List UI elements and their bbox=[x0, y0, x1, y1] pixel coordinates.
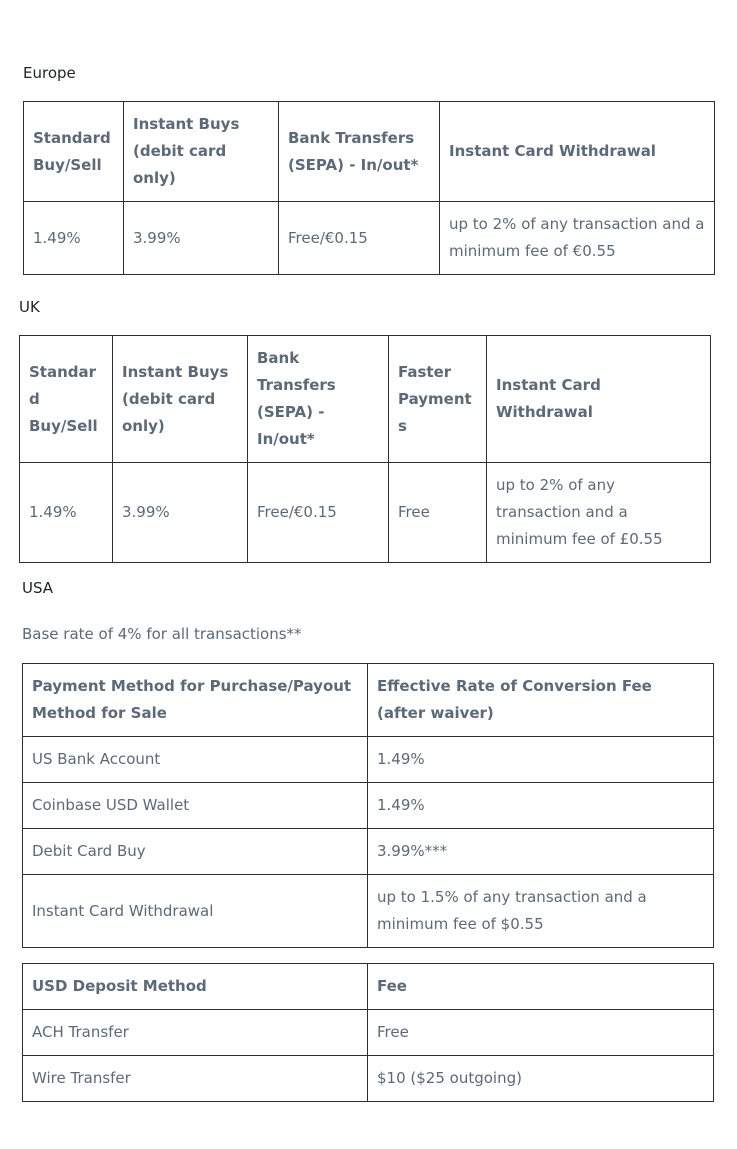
header-cell: Instant Card Withdrawal bbox=[440, 102, 715, 202]
table-header-row bbox=[24, 102, 715, 202]
header-cell: Standard Buy/Sell bbox=[20, 336, 113, 463]
usa-conversion-fee-table bbox=[22, 663, 714, 948]
table-header-row bbox=[23, 664, 714, 737]
header-cell: Bank Transfers (SEPA) - In/out* bbox=[248, 336, 389, 463]
header-cell: Faster Payments bbox=[389, 336, 487, 463]
table-row bbox=[23, 875, 714, 948]
table-cell: US Bank Account bbox=[23, 737, 368, 783]
header-cell: Fee bbox=[368, 964, 714, 1010]
uk-heading: UK bbox=[19, 298, 40, 316]
header-cell: Instant Card Withdrawal bbox=[487, 336, 711, 463]
table-cell: Instant Card Withdrawal bbox=[23, 875, 368, 948]
table-cell: Wire Transfer bbox=[23, 1056, 368, 1102]
header-cell: Effective Rate of Conversion Fee (after waiver) bbox=[368, 664, 714, 737]
table-row bbox=[23, 1056, 714, 1102]
table-cell: Free/€0.15 bbox=[248, 463, 389, 563]
table-cell: up to 1.5% of any transaction and a minimum fee of $0.55 bbox=[368, 875, 714, 948]
table-row bbox=[23, 737, 714, 783]
usa-heading: USA bbox=[22, 579, 54, 597]
table-cell: $10 ($25 outgoing) bbox=[368, 1056, 714, 1102]
table-cell: ACH Transfer bbox=[23, 1010, 368, 1056]
table-cell: Free/€0.15 bbox=[279, 202, 440, 275]
europe-heading: Europe bbox=[23, 64, 76, 82]
table-cell: 1.49% bbox=[368, 737, 714, 783]
table-cell: up to 2% of any transaction and a minimum fee of £0.55 bbox=[487, 463, 711, 563]
table-cell: 3.99%*** bbox=[368, 829, 714, 875]
table-row bbox=[23, 783, 714, 829]
table-row bbox=[23, 829, 714, 875]
table-row bbox=[23, 1010, 714, 1056]
header-cell: Instant Buys (debit card only) bbox=[124, 102, 279, 202]
table-row bbox=[20, 463, 711, 563]
header-cell: Payment Method for Purchase/Payout Method for Sale bbox=[23, 664, 368, 737]
europe-fee-table bbox=[23, 101, 715, 275]
table-cell: Coinbase USD Wallet bbox=[23, 783, 368, 829]
header-cell: Instant Buys (debit card only) bbox=[113, 336, 248, 463]
usa-base-rate-note: Base rate of 4% for all transactions** bbox=[22, 625, 302, 643]
table-header-row bbox=[23, 964, 714, 1010]
table-cell: 1.49% bbox=[20, 463, 113, 563]
header-cell: USD Deposit Method bbox=[23, 964, 368, 1010]
table-cell: Free bbox=[368, 1010, 714, 1056]
table-cell: 1.49% bbox=[368, 783, 714, 829]
table-row bbox=[24, 202, 715, 275]
table-cell: 3.99% bbox=[124, 202, 279, 275]
table-cell: Free bbox=[389, 463, 487, 563]
header-cell: Bank Transfers (SEPA) - In/out* bbox=[279, 102, 440, 202]
header-cell: Standard Buy/Sell bbox=[24, 102, 124, 202]
table-header-row bbox=[20, 336, 711, 463]
uk-fee-table bbox=[19, 335, 711, 563]
table-cell: up to 2% of any transaction and a minimum fee of €0.55 bbox=[440, 202, 715, 275]
table-cell: 3.99% bbox=[113, 463, 248, 563]
table-cell: 1.49% bbox=[24, 202, 124, 275]
table-cell: Debit Card Buy bbox=[23, 829, 368, 875]
usa-deposit-fee-table bbox=[22, 963, 714, 1102]
